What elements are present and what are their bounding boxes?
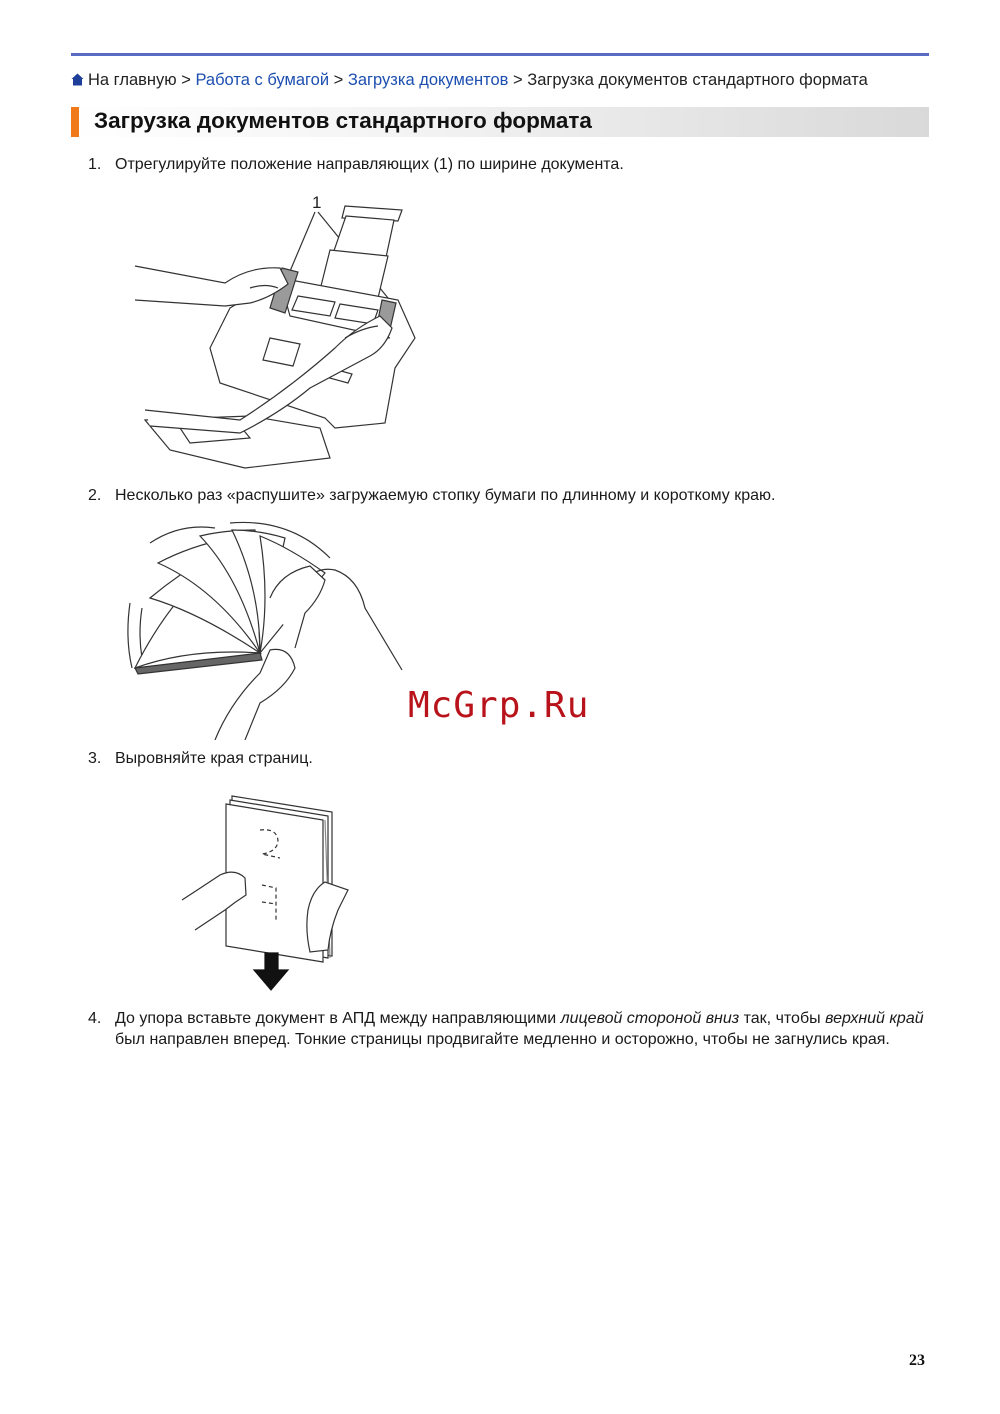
arrow-down-icon — [254, 953, 288, 990]
fan-paper-illustration — [120, 518, 410, 740]
page-title: Загрузка документов стандартного формата — [94, 108, 592, 133]
home-icon[interactable] — [71, 73, 84, 86]
motion-line — [128, 603, 132, 668]
watermark: McGrp.Ru — [408, 685, 590, 726]
callout-label: 1 — [312, 193, 322, 212]
scanner-guides-illustration — [130, 188, 420, 473]
step-number: 4. — [88, 1010, 102, 1027]
breadcrumb-current: Загрузка документов стандартного формата — [527, 71, 868, 89]
step-text: Несколько раз «распушите» загружаемую стопку бумаги по длинному и короткому краю. — [115, 487, 776, 504]
title-accent-bar — [71, 107, 79, 137]
breadcrumb-link-load-documents[interactable]: Загрузка документов — [347, 71, 509, 89]
breadcrumb-separator: > — [513, 71, 523, 89]
breadcrumb-link-paper-handling[interactable]: Работа с бумагой — [195, 71, 330, 89]
step-text: Отрегулируйте положение направляющих (1) по ширине документа. — [115, 156, 624, 173]
step-text-part: был направлен вперед. Тонкие страницы продвигайте медленно и осторожно, чтобы не загнулись края. — [115, 1031, 890, 1048]
breadcrumb — [71, 71, 868, 90]
breadcrumb-separator: > — [181, 71, 191, 89]
top-rule — [71, 53, 929, 56]
step-text-part: До упора вставьте документ в АПД между направляющими — [115, 1010, 561, 1027]
step-text-part: так, чтобы — [739, 1010, 826, 1027]
step-text-emphasis: лицевой стороной вниз — [560, 1010, 740, 1027]
step-text: Выровняйте края страниц. — [115, 750, 313, 767]
align-edges-illustration — [180, 790, 350, 995]
step-text — [115, 1008, 927, 1050]
step-number: 1. — [88, 156, 102, 173]
breadcrumb-home-link[interactable]: На главную — [88, 71, 177, 89]
step-number: 3. — [88, 750, 102, 767]
motion-line — [140, 608, 142, 658]
step-number: 2. — [88, 487, 102, 504]
breadcrumb-separator: > — [333, 71, 344, 89]
page-title-bar — [71, 107, 929, 137]
page-number: 23 — [909, 1352, 925, 1369]
step-text-emphasis: верхний край — [825, 1010, 924, 1027]
